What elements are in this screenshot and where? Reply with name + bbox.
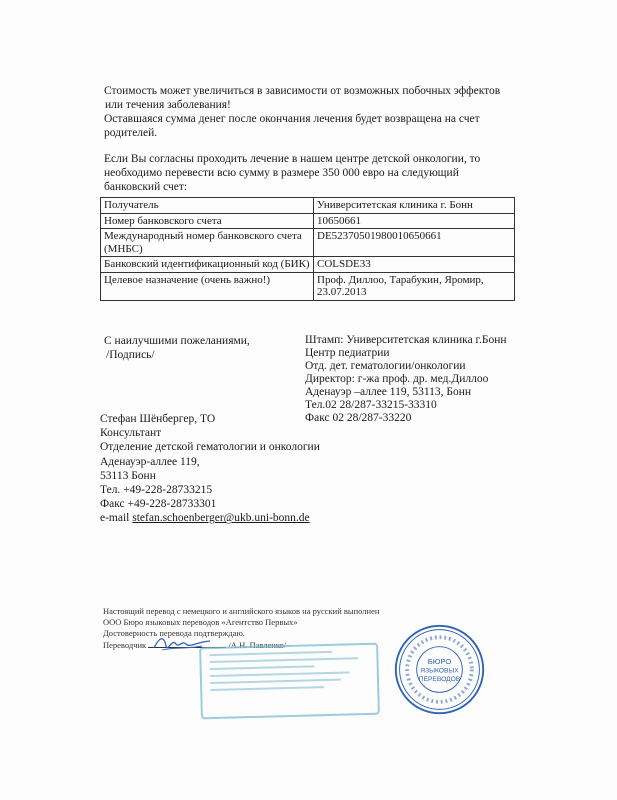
table-cell-label: Целевое назначение (очень важно!) — [101, 272, 314, 300]
round-seal-stamp — [392, 622, 487, 717]
table-cell-value: 10650661 — [314, 213, 515, 229]
stamp-line: Факс 02 28/287-33220 — [305, 412, 412, 424]
consultant-line: Аденауэр-аллее 119, — [100, 455, 200, 468]
translator-name: /А.Н. Павленко/ — [228, 640, 287, 650]
stamp-transcription — [305, 334, 507, 425]
consultant-line: 53113 Бонн — [100, 469, 156, 482]
stamp-line: Центр педиатрии — [305, 347, 390, 359]
table-cell-label: Международный номер банковского счета (МНБС) — [101, 229, 314, 257]
table-row — [101, 198, 515, 214]
table-cell-label: Банковский идентификационный код (БИК) — [101, 257, 314, 273]
translator-line: ООО Бюро языковых переводов «Агентство Первых» — [103, 617, 298, 627]
request-paragraph — [104, 152, 480, 194]
intro-line: родителей. — [104, 127, 158, 139]
stamp-line: Директор: г-жа проф. др. мед.Диллоо — [305, 373, 489, 385]
closing-signature: /Подпись/ — [106, 349, 155, 361]
bank-details-table — [100, 197, 515, 301]
rectangular-stamp — [199, 643, 380, 720]
table-cell-value: COLSDE33 — [314, 257, 515, 273]
closing-block — [104, 334, 250, 362]
table-row — [101, 213, 515, 229]
table-cell-value: Университетская клиника г. Бонн — [314, 198, 515, 214]
email-label: e-mail — [100, 512, 130, 525]
email-link[interactable]: stefan.schoenberger@ukb.uni-bonn.de — [132, 512, 310, 525]
intro-line: Стоимость может увеличиться в зависимости от возможных побочных эффектов — [104, 85, 501, 97]
seal-line: ЯЗЫКОВЫХ — [420, 667, 459, 675]
stamp-line: Аденауэр –аллее 119, 53113, Бонн — [305, 386, 472, 398]
stamp-line: Тел.02 28/287-33215-33310 — [305, 399, 437, 411]
table-row — [101, 257, 515, 273]
request-line: банковский счет: — [104, 181, 188, 193]
stamp-line: Штамп: Университетская клиника г.Бонн — [305, 334, 507, 346]
closing-greeting: С наилучшими пожеланиями, — [104, 335, 250, 347]
stamp-line: Отд. дет. гематологии/онкологии — [305, 360, 466, 372]
table-cell-value: Проф. Диллоо, Тарабукин, Яромир, 23.07.2013 — [314, 272, 515, 300]
consultant-line: Стефан Шёнбергер, ТО — [100, 413, 216, 425]
intro-line: или течения заболевания! — [105, 99, 231, 111]
translator-line: Достоверность перевода подтверждаю. — [103, 628, 245, 638]
consultant-contact — [100, 412, 320, 526]
consultant-line: Факс +49-228-28733301 — [100, 498, 217, 511]
table-cell-label: Получатель — [101, 198, 314, 214]
table-cell-label: Номер банковского счета — [101, 213, 314, 229]
translator-label: Переводчик — [103, 640, 147, 650]
seal-line: ПЕРЕВОДОВ — [418, 675, 461, 683]
translator-line: Настоящий перевод с немецкого и английского языков на русский выполнен — [103, 606, 380, 616]
consultant-line: Консультант — [100, 427, 162, 440]
intro-line: Оставшаяся сумма денег после окончания лечения будет возвращена на счет — [104, 113, 480, 125]
intro-paragraph — [104, 84, 500, 140]
table-cell-value: DE52370501980010650661 — [314, 229, 515, 257]
table-row — [101, 272, 515, 300]
table-row — [101, 229, 515, 257]
consultant-line: Отделение детской гематологии и онкологии — [100, 441, 320, 454]
consultant-line: Тел. +49-228-28733215 — [100, 484, 213, 497]
request-line: Если Вы согласны проходить лечение в нашем центре детской онкологии, то — [104, 153, 481, 165]
email-row — [100, 511, 320, 525]
request-line: необходимо перевести всю сумму в размере 350 000 евро на следующий — [104, 167, 459, 179]
seal-line: БЮРО — [427, 656, 452, 666]
